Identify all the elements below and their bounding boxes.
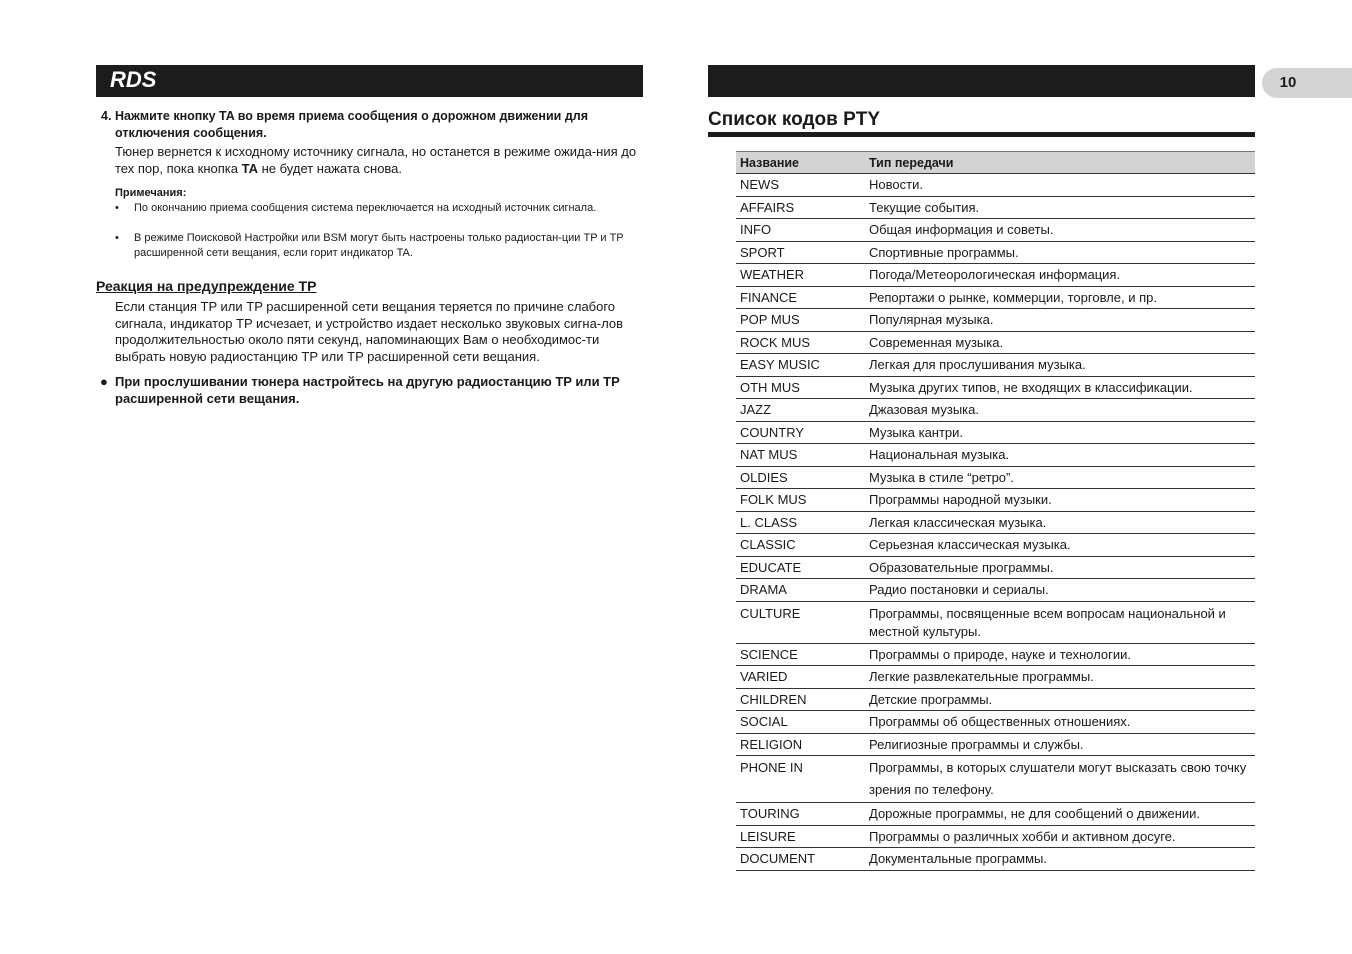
pty-code-name: LEISURE (736, 825, 865, 848)
pty-code-name: CULTURE (736, 601, 865, 643)
table-row (736, 489, 1255, 512)
pty-code-name: ROCK MUS (736, 331, 865, 354)
pty-code-description: Религиозные программы и службы. (865, 733, 1255, 756)
table-row (736, 264, 1255, 287)
pty-code-description: Легкая для прослушивания музыка. (865, 354, 1255, 377)
table-row (736, 601, 1255, 643)
pty-code-description: Музыка в стиле “ретро”. (865, 466, 1255, 489)
note-item: В режиме Поисковой Настройки или BSM могут быть настроены только радиостан-ции TP и TP расширенной сети вещания, если горит индикатор TA. (134, 232, 624, 259)
pty-codes-table (736, 151, 1255, 871)
pty-code-description: Радио постановки и сериалы. (865, 579, 1255, 602)
pty-code-description: Программы об общественных отношениях. (865, 711, 1255, 734)
pty-code-description: Легкая классическая музыка. (865, 511, 1255, 534)
table-row (736, 556, 1255, 579)
table-row (736, 399, 1255, 422)
section-header-bar (708, 65, 1255, 97)
table-row (736, 354, 1255, 377)
pty-code-name: OLDIES (736, 466, 865, 489)
pty-code-name: FOLK MUS (736, 489, 865, 512)
pty-list-title: Список кодов PTY (708, 109, 881, 130)
table-row (736, 466, 1255, 489)
pty-code-description: Детские программы. (865, 688, 1255, 711)
table-row (736, 803, 1255, 826)
pty-code-description: Репортажи о рынке, коммерции, торговле, и пр. (865, 286, 1255, 309)
pty-code-name: NAT MUS (736, 444, 865, 467)
pty-code-description: Погода/Метеорологическая информация. (865, 264, 1255, 287)
table-row (736, 579, 1255, 602)
pty-code-description: Программы народной музыки. (865, 489, 1255, 512)
bullet-icon: • (115, 232, 119, 244)
table-row (736, 711, 1255, 734)
pty-code-name: EASY MUSIC (736, 354, 865, 377)
pty-code-name: SCIENCE (736, 643, 865, 666)
pty-code-description: Образовательные программы. (865, 556, 1255, 579)
pty-code-description: Музыка кантри. (865, 421, 1255, 444)
section-header-bar (96, 65, 643, 97)
pty-code-name: SPORT (736, 241, 865, 264)
table-row (736, 331, 1255, 354)
step-explanation-end: не будет нажата снова. (258, 160, 403, 176)
table-row (736, 174, 1255, 197)
ta-key-label: TA (241, 160, 258, 176)
step-instruction: Нажмите кнопку TA во время приема сообщения о дорожном движении для отключения сообщения. (115, 109, 588, 140)
bullet-icon: ● (100, 374, 108, 389)
pty-code-name: OTH MUS (736, 376, 865, 399)
pty-code-name: CHILDREN (736, 688, 865, 711)
pty-code-description: Дорожные программы, не для сообщений о движении. (865, 803, 1255, 826)
column-header-name: Название (736, 152, 865, 174)
pty-code-description: Национальная музыка. (865, 444, 1255, 467)
pty-code-name: INFO (736, 219, 865, 242)
pty-code-name: EDUCATE (736, 556, 865, 579)
pty-code-description: Современная музыка. (865, 331, 1255, 354)
pty-code-description: Спортивные программы. (865, 241, 1255, 264)
section-title: RDS (110, 67, 157, 92)
pty-code-name: VARIED (736, 666, 865, 689)
pty-code-description: Легкие развлекательные программы. (865, 666, 1255, 689)
pty-code-name: SOCIAL (736, 711, 865, 734)
table-row (736, 643, 1255, 666)
table-row (736, 286, 1255, 309)
table-row (736, 825, 1255, 848)
pty-code-name: FINANCE (736, 286, 865, 309)
title-rule (708, 132, 1255, 137)
step-number: 4. (101, 109, 112, 123)
column-header-type: Тип передачи (865, 152, 1255, 174)
page-number: 10 (1279, 74, 1297, 91)
pty-code-description: Программы о различных хобби и активном досуге. (865, 825, 1255, 848)
pty-code-description: Программы, посвященные всем вопросам национальной и местной культуры. (865, 601, 1255, 643)
pty-code-description: Музыка других типов, не входящих в классификации. (865, 376, 1255, 399)
step-explanation-start: Тюнер вернется к исходному источнику сигнала, но останется в режиме ожида-ния до тех пор, пока кнопка (115, 144, 637, 176)
table-row (736, 688, 1255, 711)
pty-code-name: TOURING (736, 803, 865, 826)
table-row (736, 309, 1255, 332)
pty-code-name: RELIGION (736, 733, 865, 756)
pty-code-description: Текущие события. (865, 196, 1255, 219)
table-row (736, 444, 1255, 467)
table-row (736, 733, 1255, 756)
pty-code-description: Документальные программы. (865, 848, 1255, 871)
pty-code-description: Общая информация и советы. (865, 219, 1255, 242)
table-header-row (736, 152, 1255, 174)
pty-code-description: Серьезная классическая музыка. (865, 534, 1255, 557)
table-row (736, 376, 1255, 399)
table-row (736, 241, 1255, 264)
table-row (736, 421, 1255, 444)
pty-code-name: PHONE IN (736, 756, 865, 803)
table-row (736, 666, 1255, 689)
pty-code-name: DOCUMENT (736, 848, 865, 871)
pty-code-name: JAZZ (736, 399, 865, 422)
pty-code-description: Программы, в которых слушатели могут высказать свою точку зрения по телефону. (865, 756, 1255, 803)
table-row (736, 511, 1255, 534)
notes-title: Примечания: (115, 187, 187, 199)
table-row (736, 196, 1255, 219)
table-row (736, 219, 1255, 242)
pty-code-name: WEATHER (736, 264, 865, 287)
pty-code-name: AFFAIRS (736, 196, 865, 219)
table-row (736, 534, 1255, 557)
tp-instruction: При прослушивании тюнера настройтесь на другую радиостанцию TP или TP расширенной сети вещания. (115, 374, 620, 406)
pty-code-description: Популярная музыка. (865, 309, 1255, 332)
pty-code-name: DRAMA (736, 579, 865, 602)
step-explanation (115, 144, 640, 177)
pty-code-description: Джазовая музыка. (865, 399, 1255, 422)
pty-code-name: NEWS (736, 174, 865, 197)
table-row (736, 848, 1255, 871)
tp-warning-paragraph: Если станция TP или TP расширенной сети вещания теряется по причине слабого сигнала, индикатор TP исчезает, и устройство издает несколько звуковых сигна-лов продолжительностью около пяти секунд, напоминающих Вам о необходимос-ти выбрать новую радиостанцию TP или TP расширенной сети вещания. (115, 299, 623, 364)
pty-code-name: COUNTRY (736, 421, 865, 444)
subheading: Реакция на предупреждение TP (96, 278, 317, 294)
pty-code-description: Программы о природе, науке и технологии. (865, 643, 1255, 666)
pty-code-name: POP MUS (736, 309, 865, 332)
table-row (736, 756, 1255, 803)
note-item: По окончанию приема сообщения система переключается на исходный источник сигнала. (134, 202, 597, 214)
pty-code-name: CLASSIC (736, 534, 865, 557)
pty-code-name: L. CLASS (736, 511, 865, 534)
pty-code-description: Новости. (865, 174, 1255, 197)
bullet-icon: • (115, 202, 119, 214)
